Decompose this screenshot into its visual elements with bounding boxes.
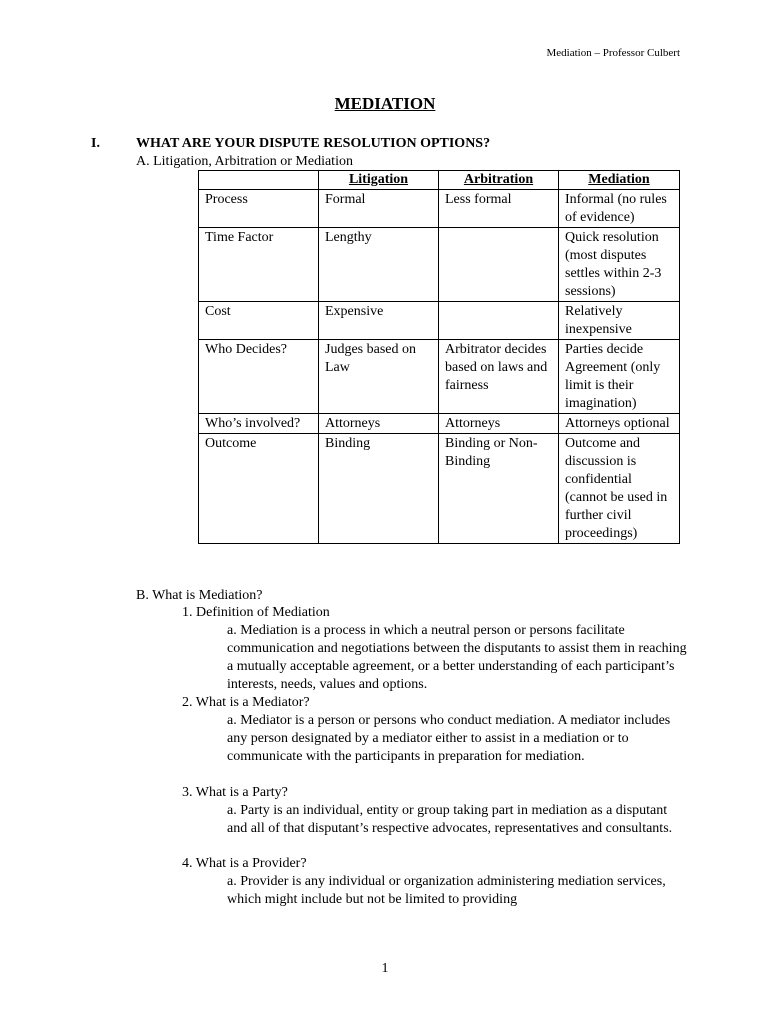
table-cell: Attorneys [319, 414, 439, 434]
table-cell: Who Decides? [199, 340, 319, 414]
table-cell: Expensive [319, 302, 439, 340]
item-text: a. Provider is any individual or organization administering mediation services, which might include but not be limited to providing [227, 874, 666, 907]
table-cell: Judges based on Law [319, 340, 439, 414]
table-cell: Attorneys optional [559, 414, 680, 434]
table-cell: Attorneys [439, 414, 559, 434]
table-header-row [199, 171, 680, 190]
subsection-b-heading: B. What is Mediation? [136, 588, 263, 603]
item-label: 2. What is a Mediator? [182, 695, 310, 710]
subsection-a-heading: A. Litigation, Arbitration or Mediation [136, 154, 353, 169]
item-text: a. Mediation is a process in which a neutral person or persons facilitate communication and negotiations between the disputants to assist them in reaching a mutually acceptable agreement, or a better understanding of each participant’s interests, needs, values and options. [227, 623, 687, 692]
item-text: a. Party is an individual, entity or group taking part in mediation as a disputant and all of that disputant’s respective advocates, representatives and consultants. [227, 803, 673, 836]
comparison-table [198, 170, 680, 544]
section-number: I. [91, 136, 100, 151]
table-header-cell: Litigation [319, 171, 439, 190]
table-cell: Relatively inexpensive [559, 302, 680, 340]
table-cell: Time Factor [199, 228, 319, 302]
table-header-cell: Mediation [559, 171, 680, 190]
table-cell: Quick resolution (most disputes settles within 2-3 sessions) [559, 228, 680, 302]
table-row [199, 414, 680, 434]
table-cell: Who’s involved? [199, 414, 319, 434]
table-cell [439, 228, 559, 302]
table-cell: Formal [319, 190, 439, 228]
item-text: a. Mediator is a person or persons who conduct mediation. A mediator includes any person designated by a mediator either to assist in a mediation or to communicate with the participants in preparation for mediation. [227, 713, 671, 764]
document-title: MEDIATION [334, 94, 436, 113]
item-label: 1. Definition of Mediation [182, 605, 330, 620]
table-row [199, 340, 680, 414]
section-heading: WHAT ARE YOUR DISPUTE RESOLUTION OPTIONS? [136, 136, 491, 151]
table-cell: Binding or Non-Binding [439, 434, 559, 544]
item-label: 4. What is a Provider? [182, 856, 307, 871]
running-header: Mediation – Professor Culbert [546, 47, 680, 59]
table-row [199, 434, 680, 544]
table-cell: Informal (no rules of evidence) [559, 190, 680, 228]
table-header-cell: Arbitration [439, 171, 559, 190]
table-cell: Arbitrator decides based on laws and fairness [439, 340, 559, 414]
table-cell: Outcome and discussion is confidential (cannot be used in further civil proceedings) [559, 434, 680, 544]
item-label: 3. What is a Party? [182, 785, 288, 800]
table-cell: Parties decide Agreement (only limit is their imagination) [559, 340, 680, 414]
table-cell: Cost [199, 302, 319, 340]
table-header-cell [199, 171, 319, 190]
table-row [199, 302, 680, 340]
table-cell: Less formal [439, 190, 559, 228]
table-cell [439, 302, 559, 340]
page-number: 1 [381, 961, 389, 976]
table-cell: Lengthy [319, 228, 439, 302]
table-row [199, 190, 680, 228]
table-cell: Outcome [199, 434, 319, 544]
table-row [199, 228, 680, 302]
table-cell: Process [199, 190, 319, 228]
table-cell: Binding [319, 434, 439, 544]
